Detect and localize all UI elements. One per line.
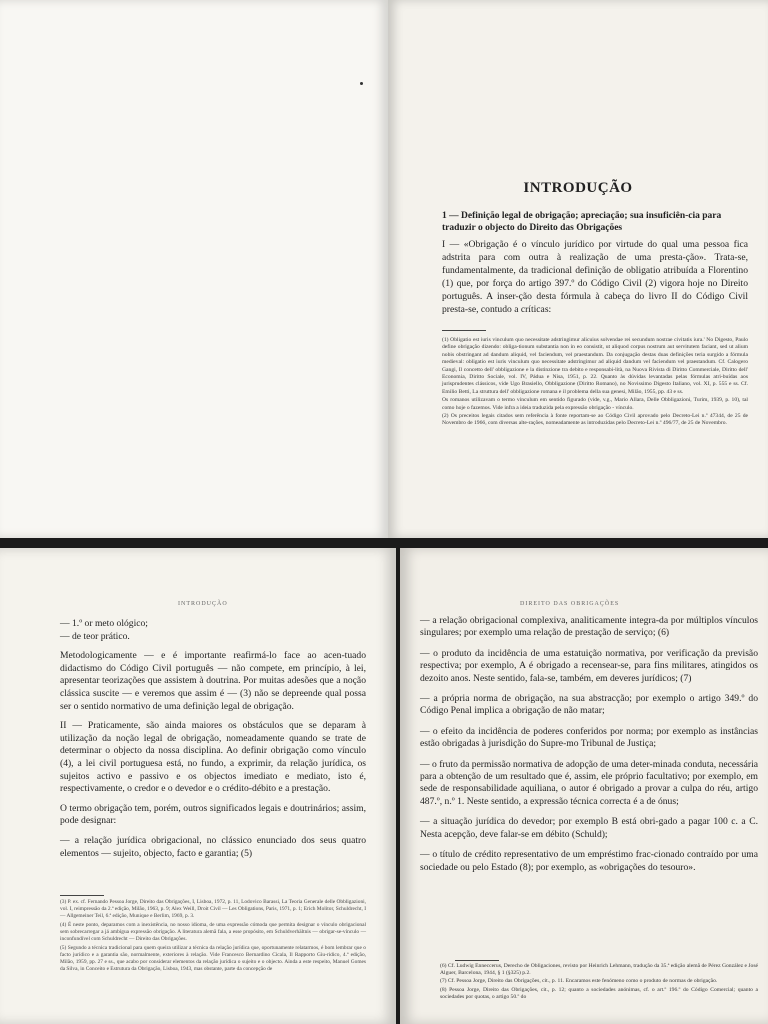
footnote: (1) Obligatio est iuris vinculum quo necessitate adstringimur alicuius solvendae rei secundum nostrae civitatis iura.' No Digesto, Paulo define obrigação dizendo: obliga-tionum substantia non in eo consistit, ut aliquod corpus nostrum aut servitutem faciant, sed ut alium nobis obstringant ad dandum aliquid, vel faciendum, vel praestandum. Da conjugação destas duas definições teria surgido a fórmula medieval: obligatio est iuris vinculum quo necessitate adstringimur ad aliquid dandum vel faciendum vel praestandum. Cf. Calogero Gangi, Il concetto dell' obbligazione e la distinzione tra debito e responsabi-lità, na Nuova Rivista di Diritto Commerciale, Diritto dell' Economia, Diritto Sociale, vol. IV, Pádua e Nisa, 1951, p. 22. Quanto às dúvidas levantadas pelas fórmulas atri-buídas aos jurisprudentes clássicos, vide Ugo Brasiello, Obbligazione (Diritto Romano), no Novissimo Digesto Italiano, vol. XI, p. 555 e ss. Cf. Emilio Betti, La struttura dell' obbligazione romana e il problema della sua genesi, Milão, 1955, pp. 43 e ss. [442,337,748,395]
footnote: (7) Cf. Pessoa Jorge, Direito das Obrigações, cit., p. 11. Encaramos este fenómeno como o produto de normas de obrigação. [440,978,718,985]
footnotes [440,963,758,1002]
running-head: INTRODUÇÃO [178,601,228,607]
footnote: (6) Cf. Ludwig Enneccerus, Derecho de Obligaciones, revisto por Heinrich Lehmann, tradução da 35.ª edição alemã de Pérez González e José Alguer, Barcelona, 1944, § 1 (§325) p.2. [440,963,758,977]
list-item: — 1.º or meto ológico; — de teor prático. [60,618,148,642]
page-title: INTRODUÇÃO [523,180,633,196]
footnote: (8) Pessoa Jorge, Direito das Obrigações, cit., p. 12; quanto a sociedades anónimas, cf. o art.º 196.º do Código Comercial; quanto a sociedades por quotas, o artigo 50.º do [440,986,758,1000]
speck [360,82,363,85]
paragraph: — a relação obrigacional complexiva, analiticamente integra-da por múltiplos vínculos singulares; por exemplo uma relação de prestação de serviço; (6) [420,615,758,639]
body-text [420,615,758,882]
footnotes [60,899,366,975]
paragraph: — o produto da incidência de uma estatuição normativa, por verificação da previsão respectiva; por exemplo, A é obrigado a recensear-se, para fins militares, atingidos os dezoito anos. Neste sentido, fala-se, também, em deveres jurídicos; (7) [420,647,758,684]
body-text [60,618,366,867]
page-top-left [0,0,388,538]
paragraph: Metodologicamente — e é importante reafirmá-lo face ao acen-tuado didactismo do Código Civil português — não compete, em princípio, à lei, apresentar teorizações que assistem à doutrina. Por muitas adesões que a noção clássica suscite — e veremos que assim é — (3) não se depreende qual possa ser o sentido normativo de uma definição legal de obrigação. [60,650,366,712]
section-heading: 1 — Definição legal de obrigação; apreciação; sua insuficiên-cia para traduzir o objecto do Direito das Obrigações [442,211,722,233]
footnote: (2) Os preceitos legais citados sem referência à fonte reportam-se ao Código Civil aprovado pelo Decreto-Lei n.º 47344, de 25 de Novembro de 1966, com diversas alte-rações, nomeadamente as introduzidas pelo Decreto-Lei n.º 496/77, de 25 de Novembro. [442,413,748,427]
paragraph: — a própria norma de obrigação, na sua abstracção; por exemplo o artigo 349.º do Código Penal implica a obrigação de não matar; [420,693,758,717]
footnotes [442,337,748,429]
paragraph: — a relação jurídica obrigacional, no clássico enunciado dos seus quatro elementos — sujeito, objecto, facto e garantia; (5) [60,834,366,859]
footnote: Os romanos utilizavam o termo vinculum em sentido figurado (vide, v.g., Mario Allara, Delle Obbligazioni, Turim, 1939, p. 10), tal como hoje o fazemos. Vide infra a ideia traduzida pela expressão obrigação - vínculo. [442,397,748,411]
paragraph: O termo obrigação tem, porém, outros significados legais e doutrinários; assim, pode designar: [60,802,366,827]
running-head: DIREITO DAS OBRIGAÇÕES [520,601,620,607]
paragraph: — a situação jurídica do devedor; por exemplo B está obri-gado a pagar 100 c. a C. Nesta acepção, deve falar-se em débito (Schuld); [420,816,758,840]
paragraph: — o título de crédito representativo de um empréstimo frac-cionado contraído por uma sociedade ou pelo Estado (8); por exemplo, as «obrigações do tesouro». [420,849,758,873]
scan-gap [0,538,768,548]
footnote-rule [455,960,499,961]
footnote: (4) É neste ponto, deparamos com a inexistência, no nosso idioma, de uma expressão cómoda que permita designar o vínculo obrigacional sem sobrecarregar a já ambígua expressão obrigação. A literatura alemã fala, a esse propósito, em Schuldverhältnis — obrigar-se-vínculo — inconfundível com Schuldrecht — Direito das Obrigações. [60,922,366,942]
footnote: (3) P. ex. cf. Fernando Pessoa Jorge, Direito das Obrigações, I, Lisboa, 1972, p. 11, Lodovico Barassi, La Teoria Generale delle Obbligazioni, vol. I, reimpressão da 2.ª edição, Milão, 1963, p. 9; Alex Weill, Droit Civil — Les Obligations, Paris, 1971, p. 1; Erich Molitor, Schuldrecht, I — Allgemeiner Teil, 6.ª edição, Munique e Berlim, 1969, p. 3. [60,899,366,919]
page-top-right [388,0,768,538]
body-paragraph: I — «Obrigação é o vínculo jurídico por virtude do qual uma pessoa fica adstrita para com outra à realização de uma presta-ção». Trata-se, fundamentalmente, da tradicional definição de obligatio atribuída a Florentino (1) que, por força do artigo 397.º do Código Civil (2) vigora hoje no Direito português. A inser-ção desta fórmula à cabeça do livro II do Código Civil presta-se, contudo a críticas: [442,239,748,315]
footnote-rule [442,330,486,331]
paragraph: — o fruto da permissão normativa de adopção de uma deter-minada conduta, necessária para a obtenção de um resultado que é, assim, ele próprio facultativo; por exemplo, em sede de responsabilidade aquiliana, o autor é obrigado a provar a culpa do réu, artigo 487.º, n.º 1. Neste sentido, a expressão técnica correcta é a de ónus; [420,758,758,807]
paragraph: — o efeito da incidência de poderes conferidos por norma; por exemplo as instâncias estão obrigadas à jurisdição do Supre-mo Tribunal de Justiça; [420,725,758,750]
footnote-rule [60,895,104,896]
paragraph: II — Praticamente, são ainda maiores os obstáculos que se deparam à utilização da noção legal de obrigação, nomeadamente quando se trate de determinar o objecto da nossa disciplina. Ao definir obrigação como vínculo (4), a lei civil portuguesa está, no fundo, a exprimir, da relação jurídica, os sujeitos activo e passivo e os objectos imediato e mediato, isto é, respectivamente, o credor e o devedor e o crédito-débito e a prestação. [60,720,366,795]
footnote: (5) Segundo a técnica tradicional para quem queira utilizar a técnica da relação jurídica que, oportunamente relatarmos, é bom lembrar que o facto jurídico e a garantia são, normalmente, exteriores à relação. Vide Francesco Bernardino Cicala, Il Rapporto Giu-ridico, 4.ª edição, Milão, 1959, pp. 27 e ss., que acabo por considerar elementos da relação jurídica o sujeito e o objecto. Ainda a este respeito, Manuel Gomes da Silva, in Conceito e Estrutura da Obrigação, Lisboa, 1943, mas obstante, parte da concepção de [60,945,366,972]
